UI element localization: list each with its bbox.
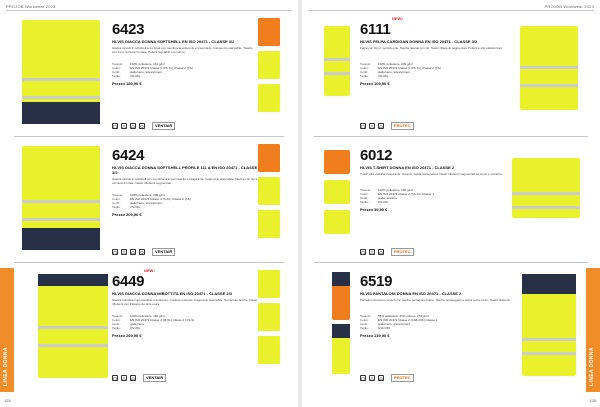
product-title: HI-VIS FELPA CARDIGAN DONNA EN ISO 20471 - CLASSE 3/2 <box>360 39 478 44</box>
product-specs: Tessuto: 100% poliestere, 290 g/m² Colori: EN ISO 20471 Classe 3 (S-XL) Classe 2 (XS) Certif.: giallo/nero, arancio/nero Taglie: XS-3XL <box>112 193 191 209</box>
product-description: Giacca stretch in softshell con membrana impermeabile e traspirante. Cappuccio staccabile. Tasche con zip e cerniera frontale. Nastri riflettenti segmentati. <box>112 177 258 185</box>
section-label: LINEA DONNA <box>589 347 595 386</box>
wash-icon <box>360 249 366 255</box>
product-image-6111 <box>520 26 578 110</box>
no-bleach-icon <box>121 375 127 381</box>
brand-logo: PROTEC <box>391 122 414 130</box>
no-bleach-icon <box>369 123 375 129</box>
thumbnail-orange <box>258 144 280 172</box>
iron-icon <box>130 123 136 129</box>
product-title: HI-VIS GIACCA DONNA SOFTSHELL PROFILE 111 A EN ISO 20471 - CLASSE 3/2 <box>112 165 258 175</box>
product-image-6424 <box>22 146 100 250</box>
product-card-6519 <box>314 266 584 384</box>
iron-icon <box>130 375 136 381</box>
brand-logo: PROTEC <box>391 248 414 256</box>
brand-logo: VENTAIR <box>143 374 166 382</box>
no-bleach-icon <box>121 249 127 255</box>
header-left: PROJOB Workwear 2023 <box>6 4 56 9</box>
iron-icon <box>130 249 136 255</box>
product-description: Pantaloni da lavoro stretch con tasche portaginocchiere. Tasche portaoggetti e tasca porta metro. Nastri riflettenti. <box>360 298 511 302</box>
product-price: Prezzo 209,90 € <box>112 212 142 217</box>
new-badge: NEW! <box>144 268 155 273</box>
product-card-6111 <box>314 14 584 132</box>
product-image-6111-front <box>324 26 350 96</box>
section-divider <box>314 262 588 263</box>
header-divider <box>308 10 594 11</box>
wash-icon <box>360 123 366 129</box>
product-description: Giacca imbottita impermeabile e antivento. Cuciture nastrate. Cappuccio staccabile. Numerose tasche. Nastri riflettenti con trattamento anti-usura. <box>112 298 258 306</box>
iron-icon <box>378 375 384 381</box>
section-divider <box>314 136 588 137</box>
section-tab <box>586 268 600 392</box>
product-specs: Tessuto: 100% poliestere, 160 g/m² Colori: EN ISO 20471 Classe 2 (XS-XL) Classe 1 Certif.: giallo, arancio Taglie: XS-3XL <box>360 188 434 204</box>
thumbnail-yellow-back <box>324 180 350 204</box>
wash-icon <box>112 123 118 129</box>
product-description: Giacca stretch in softshell a tre strati con membrana antivento e traspirante. Cappuccio staccabile. Tasche con zip e cerniera frontale. Polsini regolabili con velcro. <box>112 46 253 54</box>
product-image-6012 <box>512 158 580 218</box>
product-price: Prezzo 39,90 € <box>360 207 388 212</box>
thumbnail-orange <box>258 18 280 46</box>
product-title: HI-VIS PANTALONI DONNA EN ISO 20471 - CLASSE 2 <box>360 291 462 296</box>
section-divider <box>14 136 284 137</box>
product-code: 6519 <box>360 273 393 290</box>
thumbnail-yellow-pants <box>332 324 350 374</box>
product-code: 6111 <box>360 21 391 38</box>
product-specs: Tessuto: 55% poliestere, 45% cotone, 270 g/m² Colori: EN ISO 20471 Classe 2 (C48-C56) Classe 1 Certif.: giallo/nero, arancio/nero Taglie: C34-C56 <box>360 314 438 330</box>
thumbnail-yellow-detail <box>258 336 280 364</box>
dry-clean-icon <box>139 249 145 255</box>
header-divider <box>6 10 292 11</box>
thumbnail-orange-pants <box>332 272 350 320</box>
thumbnail-yellow-back <box>258 270 280 298</box>
no-bleach-icon <box>369 249 375 255</box>
product-image-6519 <box>522 274 576 376</box>
thumbnail-yellow-side <box>324 210 350 234</box>
product-code: 6423 <box>112 21 145 38</box>
product-card-6423 <box>14 14 284 132</box>
page-number-left: 124 <box>4 398 11 403</box>
care-icons <box>360 122 414 130</box>
no-bleach-icon <box>121 123 127 129</box>
product-image-6449 <box>38 274 108 378</box>
product-specs: Tessuto: 100% poliestere, 310 g/m² Colori: EN ISO 20471 Classe 3 (XS-XL) Classe 2 (XS) Certif.: giallo/nero, arancio/nero Taglie: XS-3XL <box>112 62 193 78</box>
iron-icon <box>378 249 384 255</box>
product-card-6449 <box>14 266 284 384</box>
section-label: LINEA DONNA <box>3 347 9 386</box>
page-number-right: 125 <box>589 398 596 403</box>
care-icons <box>112 374 166 382</box>
product-image-6423 <box>22 20 100 124</box>
product-price: Prezzo 269,90 € <box>112 333 142 338</box>
product-card-6424 <box>14 140 284 258</box>
brand-logo: PROTEC <box>391 374 414 382</box>
thumbnail-yellow-back <box>258 51 280 79</box>
product-code: 6449 <box>112 273 145 290</box>
brand-logo: VENTAIR <box>152 122 175 130</box>
product-title: HI-VIS GIACCA DONNA SOFTSHELL EN ISO 20471 - CLASSE 3/2 <box>112 39 235 44</box>
product-card-6012 <box>314 140 584 258</box>
care-icons <box>112 248 175 256</box>
wash-icon <box>360 375 366 381</box>
product-price: Prezzo 109,90 € <box>360 81 390 86</box>
brand-logo: VENTAIR <box>152 248 175 256</box>
dry-clean-icon <box>139 123 145 129</box>
wash-icon <box>112 249 118 255</box>
header-right: PROJOB Workwear 2023 <box>544 4 594 9</box>
thumbnail-yellow-back <box>258 177 280 205</box>
product-price: Prezzo 189,90 € <box>112 81 142 86</box>
section-tab <box>0 268 14 392</box>
page-right <box>302 0 600 407</box>
thumbnail-yellow-side <box>258 210 280 238</box>
thumbnail-yellow-side <box>258 84 280 112</box>
thumbnail-yellow-side <box>258 303 280 331</box>
care-icons <box>112 122 175 130</box>
product-code: 6012 <box>360 147 393 164</box>
product-specs: Tessuto: 100% poliestere, 200 g/m² Colori: EN ISO 20471 Classe 3 (XS-XL) Classe 2 (XS) Certif.: giallo/nero, arancio/nero Taglie: XS-3XL <box>360 62 441 78</box>
page-left <box>0 0 298 407</box>
product-description: Felpa con zip in morbido pile. Tasche laterali con zip. Nastri riflettenti segmentati. Polsini e orlo elasticizzati. <box>360 46 503 50</box>
section-divider <box>14 262 284 263</box>
product-title: HI-VIS GIACCA DONNA IMBOTTITA EN ISO 20471 - CLASSE 2/3 <box>112 291 232 296</box>
new-badge: NEW! <box>392 16 403 21</box>
care-icons <box>360 374 414 382</box>
product-price: Prezzo 139,90 € <box>360 333 390 338</box>
product-specs: Tessuto: 100% poliestere, 160 g/m² Colori: EN ISO 20471 Classe 3 (M-XL) Classe 2 (XS-S) Certif.: giallo/nero Taglie: XS-3XL <box>112 314 195 330</box>
thumbnail-column <box>258 18 284 117</box>
no-bleach-icon <box>369 375 375 381</box>
product-description: T-shirt alta visibilità traspirante. Tessuto rapida asciugatura. Nastri riflettenti segmentati su corpo e maniche. <box>360 172 503 176</box>
iron-icon <box>378 123 384 129</box>
wash-icon <box>112 375 118 381</box>
thumbnail-column <box>258 270 284 369</box>
care-icons <box>360 248 414 256</box>
product-title: HI-VIS T-SHIRT DONNA EN ISO 20471 - CLASSE 2 <box>360 165 455 170</box>
thumbnail-orange <box>324 150 350 174</box>
product-code: 6424 <box>112 147 145 164</box>
thumbnail-column <box>258 144 284 243</box>
